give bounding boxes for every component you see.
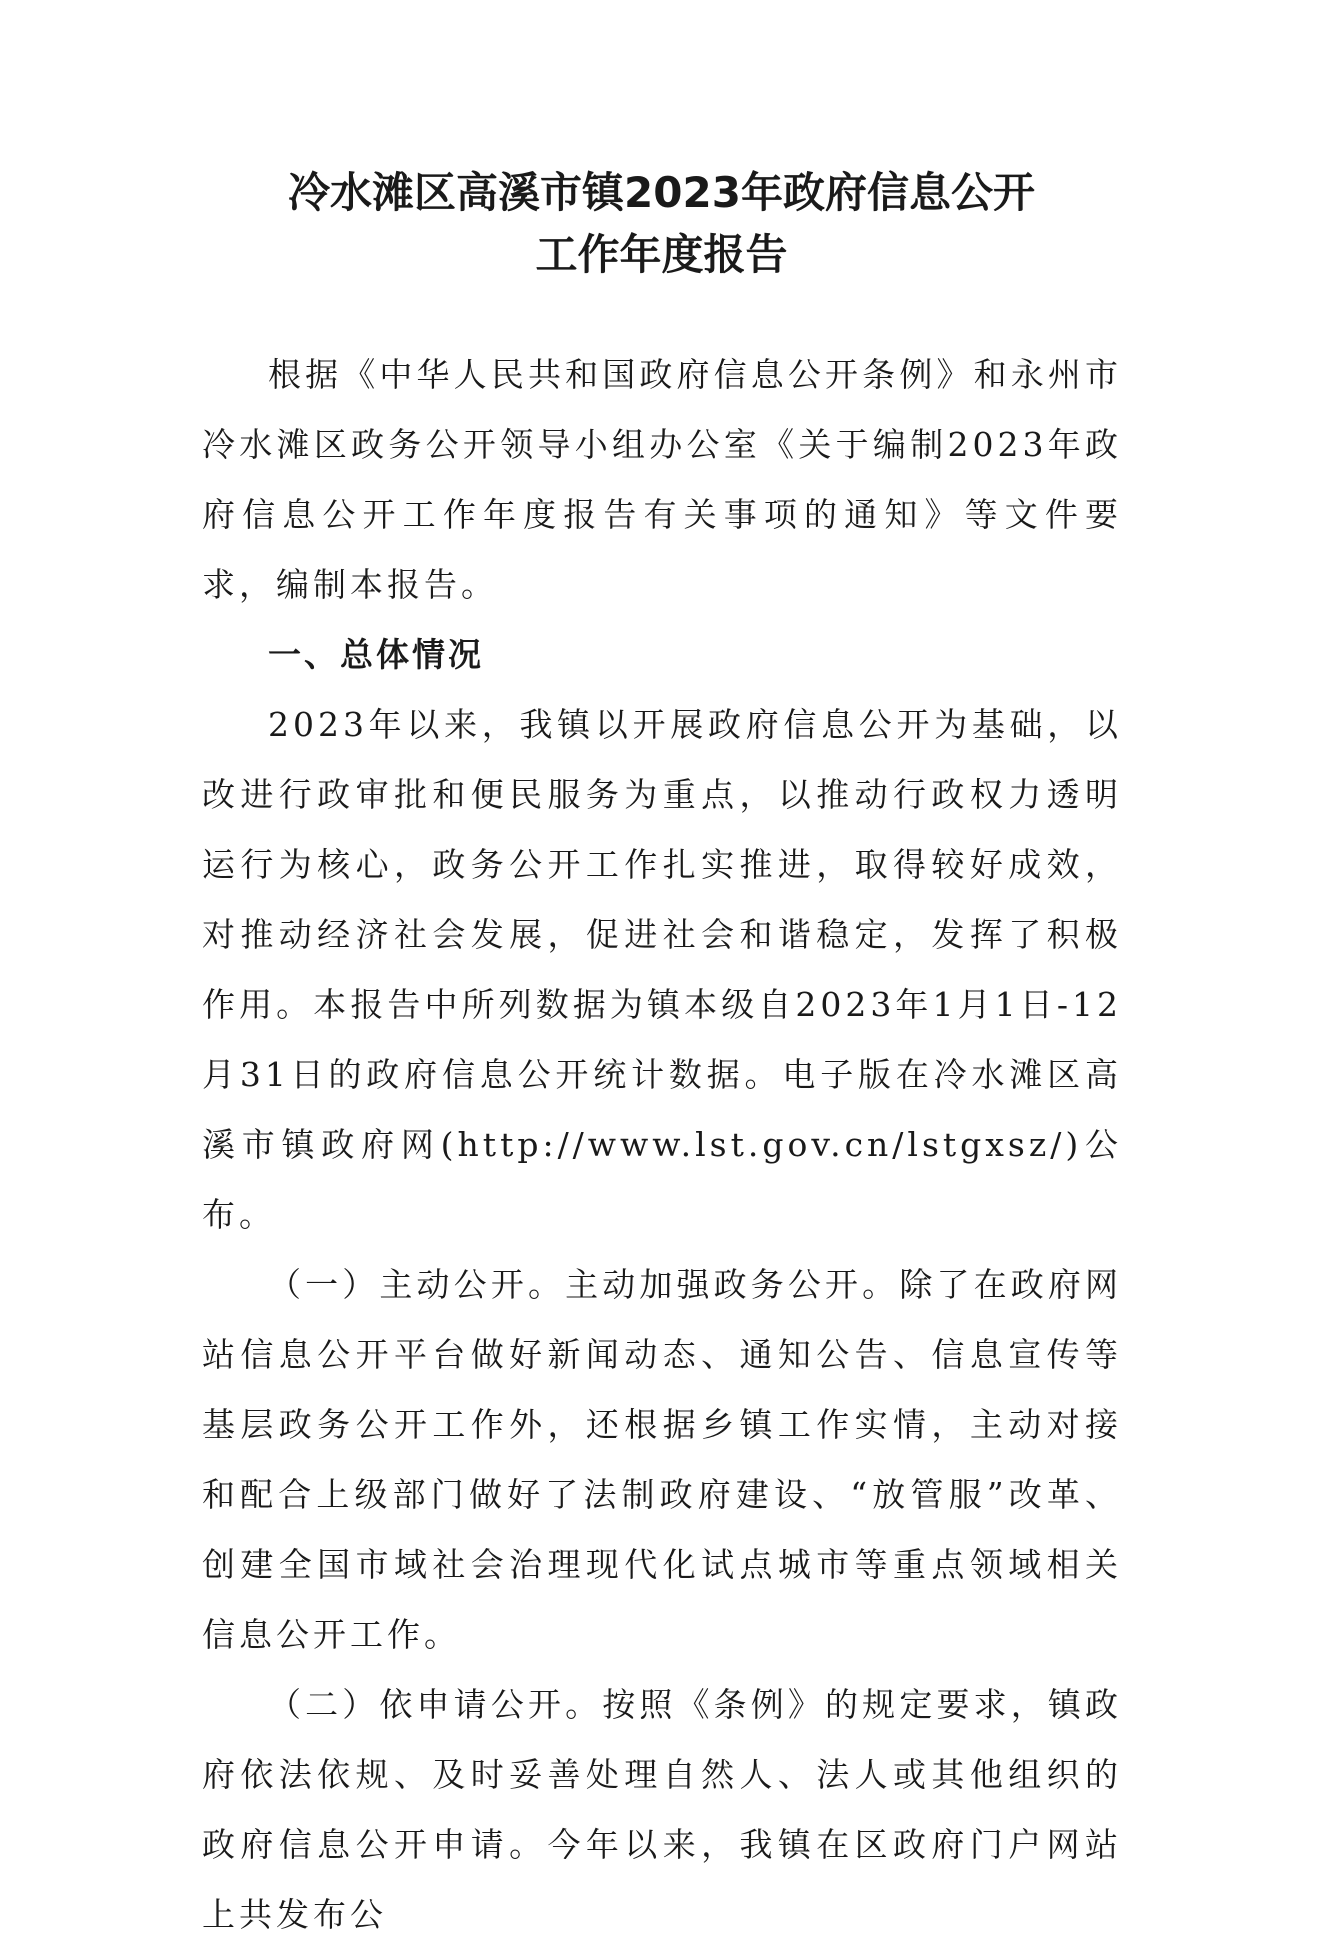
subsection-1-paragraph: （一）主动公开。主动加强政务公开。除了在政府网站信息公开平台做好新闻动态、通知公告、信息宣传等基层政务公开工作外，还根据乡镇工作实情，主动对接和配合上级部门做好了法制政府建设、“放管服”改革、创建全国市域社会治理现代化试点城市等重点领域相关信息公开工作。 <box>202 1265 1122 1654</box>
document-title-line-1: 冷水滩区高溪市镇2023年政府信息公开 <box>288 168 1035 217</box>
intro-paragraph: 根据《中华人民共和国政府信息公开条例》和永州市冷水滩区政务公开领导小组办公室《关于编制2023年政府信息公开工作年度报告有关事项的通知》等文件要求，编制本报告。 <box>202 355 1122 604</box>
subsection-2-paragraph: （二）依申请公开。按照《条例》的规定要求，镇政府依法依规、及时妥善处理自然人、法人或其他组织的政府信息公开申请。今年以来，我镇在区政府门户网站上共发布公 <box>202 1685 1122 1934</box>
section-1-paragraph: 2023年以来，我镇以开展政府信息公开为基础，以改进行政审批和便民服务为重点，以推动行政权力透明运行为核心，政务公开工作扎实推进，取得较好成效，对推动经济社会发展，促进社会和谐稳定，发挥了积极作用。本报告中所列数据为镇本级自2023年1月1日-12月31日的政府信息公开统计数据。电子版在冷水滩区高溪市镇政府网(http://www.lst.gov.cn/lstgxsz/)公布。 <box>202 705 1122 1234</box>
document-title-line-2: 工作年度报告 <box>535 230 788 279</box>
document-body <box>202 340 1122 1950</box>
section-1-heading: 一、总体情况 <box>268 635 484 674</box>
